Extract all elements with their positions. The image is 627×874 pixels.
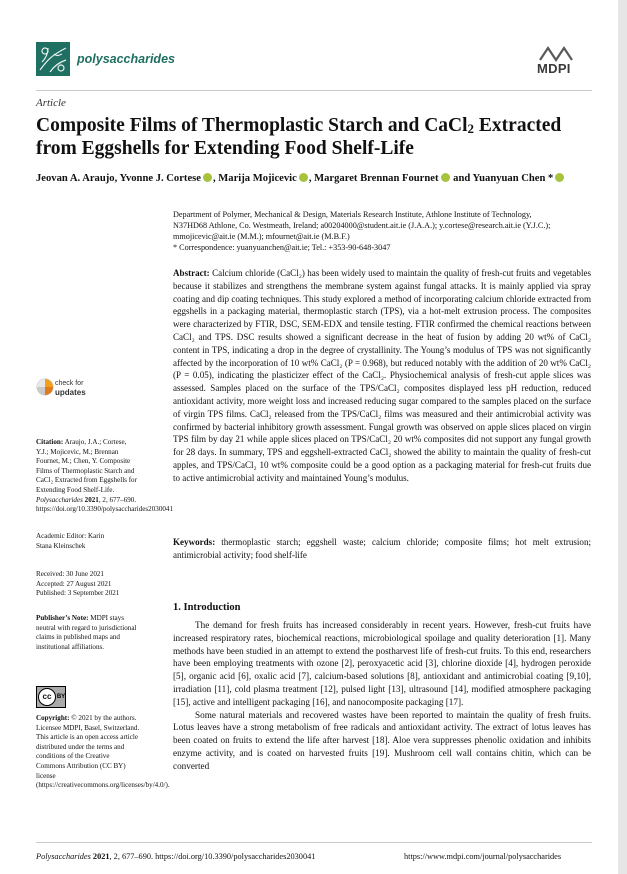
editor-block bbox=[36, 532, 140, 551]
note-label: Publisher’s Note: bbox=[36, 614, 89, 622]
footer-journal-url[interactable]: https://www.mdpi.com/journal/polysaccharides bbox=[404, 852, 562, 861]
citation-block bbox=[36, 438, 174, 515]
affiliation-line: N37HD68 Athlone, Co. Westmeath, Ireland; a00204000@student.ait.ie (J.A.A.); y.cortese@research.ait.ie (Y.J.C.); bbox=[173, 221, 551, 230]
by-icon: BY bbox=[56, 694, 66, 700]
article-type: Article bbox=[36, 97, 66, 109]
author-separator: , bbox=[308, 173, 315, 184]
citation-journal: Polysaccharides bbox=[36, 495, 83, 504]
header-rule bbox=[36, 90, 592, 91]
footer-year: 2021 bbox=[90, 852, 110, 861]
citation-doi[interactable]: , 2, 677–690. https://doi.org/10.3390/polysaccharides2030041 bbox=[36, 495, 174, 514]
footer-doi[interactable]: , 2, 677–690. https://doi.org/10.3390/polysaccharides2030041 bbox=[109, 852, 316, 861]
orcid-icon[interactable] bbox=[441, 173, 450, 182]
affiliation-block bbox=[173, 209, 593, 253]
title-part: Extracted bbox=[474, 115, 562, 136]
section-heading: 1. Introduction bbox=[173, 602, 241, 613]
copyright-text: © 2021 by the authors. Licensee MDPI, Basel, Switzerland. This article is an open access article distributed under the terms and conditions of the Creative Commons Attribution (CC BY) license (https://creativecommons.org/licenses/by/4.0/). bbox=[36, 714, 170, 790]
title-subscript: 2 bbox=[467, 121, 475, 136]
body-paragraph: The demand for fresh fruits has increased considerably in recent years. However, fresh-cut fruits have increased respiratory rates, biochemical reactions, microbiological spoilage and quality deterioration [1]. Many methods have been studied in an attempt to extend the postharvest life of fresh-cut fruits. To this end, researchers have been employing treatments with ozone [2], peroxyacetic acid [3], chlorine dioxide [4], hydrogen peroxide [5], organic acid [6], oxalic acid [7], calcium-based solutions [8], antioxidant and antimicrobial coating [9,10], irradiation [11], cold plasma treatment [12], pulsed light [13], ultrasound [14], modified atmosphere packaging [15], active and intelligent packaging [16], and nanocomposite packaging [17]. bbox=[173, 620, 591, 707]
author-separator: , bbox=[114, 173, 120, 184]
author-list bbox=[36, 173, 596, 184]
received-date: Received: 30 June 2021 bbox=[36, 570, 104, 578]
footer-citation bbox=[36, 852, 315, 861]
check-for-updates-label bbox=[55, 380, 86, 397]
editor-line: Academic Editor: Karin bbox=[36, 532, 105, 540]
footer-journal: Polysaccharides bbox=[36, 852, 91, 861]
orcid-icon[interactable] bbox=[203, 173, 212, 182]
correspondence-line: * Correspondence: yuanyuanchen@ait.ie; Tel.: +353-90-648-3047 bbox=[173, 243, 391, 252]
author-separator: and bbox=[450, 173, 473, 184]
orcid-icon[interactable] bbox=[555, 173, 564, 182]
keywords bbox=[173, 536, 591, 562]
author-name: Marija Mojicevic bbox=[218, 173, 297, 184]
updates-line: check for bbox=[55, 380, 84, 387]
dates-block bbox=[36, 570, 140, 599]
citation-text: Araujo, J.A.; Cortese, Y.J.; Mojicevic, M.; Brennan Fournet, M.; Chen, Y. Composite Films of Thermoplastic Starch and CaCl₂ Extracted from Eggshells for Extending Food Shelf-Life. bbox=[36, 438, 137, 494]
page-edge-shadow bbox=[618, 0, 627, 874]
journal-name: polysaccharides bbox=[77, 52, 175, 66]
affiliation-line: mmojicevic@ait.ie (M.M.); mfournet@ait.ie (M.B.F.) bbox=[173, 232, 350, 241]
citation-year: 2021 bbox=[82, 495, 99, 504]
published-date: Published: 3 September 2021 bbox=[36, 589, 120, 598]
title-part: Composite Films of Thermoplastic Starch and CaCl bbox=[36, 115, 468, 136]
author-name: Margaret Brennan Fournet bbox=[314, 173, 439, 184]
author-name: Yuanyuan Chen * bbox=[472, 173, 554, 184]
crossmark-icon bbox=[36, 377, 54, 397]
cc-by-license-badge[interactable] bbox=[36, 686, 66, 708]
copyright-block bbox=[36, 714, 170, 791]
accepted-date: Accepted: 27 August 2021 bbox=[36, 579, 112, 588]
cc-icon: cc bbox=[38, 688, 56, 706]
author-name: Jeovan A. Araujo bbox=[36, 173, 115, 184]
citation-label: Citation: bbox=[36, 438, 64, 446]
title-part: from Eggshells for Extending Food Shelf-Life bbox=[36, 138, 414, 159]
journal-leaf-pattern-icon bbox=[36, 42, 70, 76]
author-name: Yvonne J. Cortese bbox=[119, 173, 201, 184]
abstract-label: Abstract: bbox=[173, 268, 210, 278]
publisher-name: MDPI bbox=[537, 61, 571, 76]
page-title bbox=[36, 114, 596, 160]
publisher-note bbox=[36, 614, 140, 652]
copyright-label: Copyright: bbox=[36, 714, 70, 722]
abstract-text: Calcium chloride (CaCl₂) has been widely used to maintain the quality of fresh-cut fruits and vegetables because it stabilizes and strengthens the membrane system against fungal attacks. It is mainly applied via spray coating and dip coating techniques. This study explored a method of incorporating calcium chloride extracted from eggshells in a packaging material, thermoplastic starch (TPS), via a hot-melt extrusion process. The composites were characterized by FTIR, DSC, SEM-EDX and tensile testing. FTIR confirmed the chemical reactions between CaCl₂ and TPS. DSC results showed a significant decrease in the heat of fusion by adding 20 wt% of CaCl₂ content in TPS, indicating a drop in the degree of crystallinity. The Young’s modulus of TPS was not significantly affected by the incorporation of 10 wt% CaCl₂ (P = 0.968), but reduced notably with the addition of 20 wt% CaCl₂ (P = 0.05), indicating the plasticizer effect of the CaCl₂. Physiochemical analysis of fresh-cut apple slices was assessed. Samples placed on the surface of the TPS/CaCl₂ composites displayed less pH reduction, reduced antioxidant activity, more weight loss and increased reducing sugar compared to the samples placed on the surface of virgin TPS films. CaCl₂ released from the TPS/CaCl₂ films was measured and their antimicrobial activity was confirmed by bacterial inhibitory growth assessment. Fungal growth was observed on apple slices placed on virgin TPS film by day 21 while apple slices placed on TPS/CaCl₂ 20 wt% composites did not support any fungal growth for 28 days. In summary, TPS and eggshell-extracted CaCl₂ showed the ability to maintain the quality of fresh-cut apples, and TPS/CaCl₂ 10 wt% composite could be a good option as a packaging material for fresh-cut fruits due to active antimicrobial activity and maintained Young’s modulus. bbox=[173, 268, 591, 483]
body-paragraph: Some natural materials and recovered wastes have been reported to maintain the quality of fresh fruits. Lotus leaves have a strong metabolism of free radicals and antioxidant activity. The extract of lotus leaves has been coated on fruits to extend the life after harvest [18]. Aloe vera suppresses phenolic oxidation and inhibits enzyme activity, and is coated on harvested fruits [19]. Mushroom cell wall contains chitin, which can be converted bbox=[173, 709, 591, 771]
editor-line: Stana Kleinschek bbox=[36, 541, 86, 550]
keywords-label: Keywords: bbox=[173, 537, 216, 547]
keywords-text: thermoplastic starch; eggshell waste; calcium chloride; composite films; hot melt extrusion; antimicrobial activity; food shelf-life bbox=[173, 537, 591, 560]
affiliation-line: Department of Polymer, Mechanical & Design, Materials Research Institute, Athlone Institute of Technology, bbox=[173, 210, 532, 219]
abstract bbox=[173, 267, 591, 485]
note-text: MDPI stays neutral with regard to jurisdictional claims in published maps and institutional affiliations. bbox=[36, 614, 137, 651]
author-separator: , bbox=[213, 173, 219, 184]
introduction-body bbox=[173, 619, 591, 773]
updates-line: updates bbox=[55, 387, 86, 397]
orcid-icon[interactable] bbox=[299, 173, 308, 182]
footer-rule bbox=[36, 842, 592, 843]
